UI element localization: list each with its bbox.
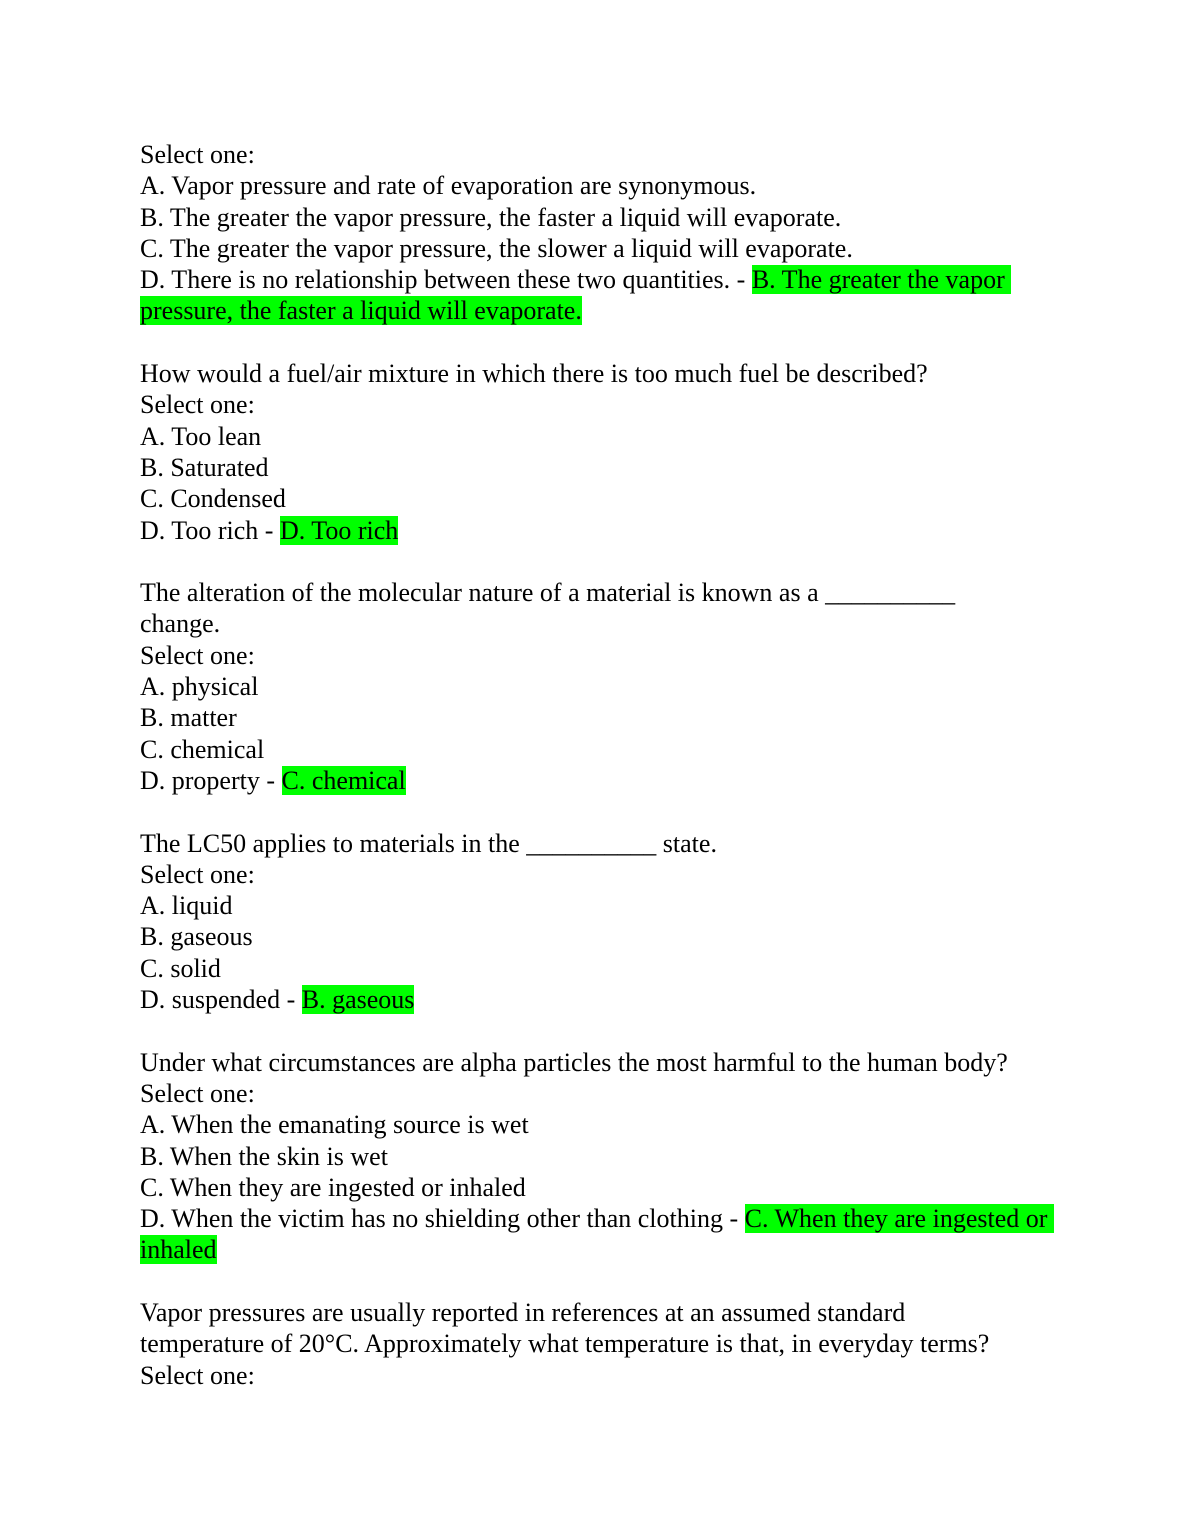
question-block: [140, 139, 1060, 327]
option-a: A. Vapor pressure and rate of evaporation are synonymous.: [140, 171, 757, 201]
option-c: C. Condensed: [140, 484, 286, 514]
highlighted-answer: B. gaseous: [301, 985, 415, 1015]
select-one-label: Select one:: [140, 1078, 255, 1108]
question-stem: Vapor pressures are usually reported in references at an assumed standard: [140, 1297, 906, 1327]
question-stem: How would a fuel/air mixture in which there is too much fuel be described?: [140, 359, 928, 389]
question-stem: The alteration of the molecular nature of a material is known as a __________: [140, 578, 956, 608]
question-block: [140, 1297, 1060, 1391]
select-one-label: Select one:: [140, 859, 255, 889]
highlighted-answer: D. Too rich: [279, 515, 399, 545]
option-d: D. Too rich -: [140, 515, 280, 545]
select-one-label: Select one:: [140, 390, 255, 420]
option-c: C. solid: [140, 953, 221, 983]
option-c: C. The greater the vapor pressure, the slower a liquid will evaporate.: [140, 233, 853, 263]
option-c: C. chemical: [140, 734, 265, 764]
option-a: A. When the emanating source is wet: [140, 1110, 529, 1140]
select-one-label: Select one:: [140, 1360, 255, 1390]
option-b: B. The greater the vapor pressure, the faster a liquid will evaporate.: [140, 202, 842, 232]
question-stem-cont: temperature of 20°C. Approximately what temperature is that, in everyday terms?: [140, 1329, 990, 1359]
option-d: D. When the victim has no shielding other than clothing -: [140, 1204, 745, 1234]
option-b: B. gaseous: [140, 922, 253, 952]
option-d: D. suspended -: [140, 985, 302, 1015]
question-stem: Under what circumstances are alpha particles the most harmful to the human body?: [140, 1047, 1008, 1077]
select-one-label: Select one:: [140, 640, 255, 670]
highlighted-answer: B. The greater the vapor pressure, the faster a liquid will evaporate.: [140, 265, 1012, 326]
option-b: B. matter: [140, 703, 237, 733]
option-a: A. Too lean: [140, 421, 262, 451]
option-d-with-answer: [140, 1203, 1060, 1266]
option-d-with-answer: [140, 765, 1060, 796]
option-b: B. When the skin is wet: [140, 1141, 388, 1171]
question-stem: The LC50 applies to materials in the __________ state.: [140, 828, 717, 858]
option-a: A. liquid: [140, 891, 233, 921]
option-d: D. There is no relationship between these two quantities. -: [140, 265, 752, 295]
option-d-with-answer: [140, 515, 1060, 546]
select-one-label: Select one:: [140, 140, 255, 169]
option-c: C. When they are ingested or inhaled: [140, 1172, 526, 1202]
option-a: A. physical: [140, 672, 259, 702]
question-block: [140, 1047, 1060, 1266]
highlighted-answer: C. chemical: [281, 765, 406, 795]
question-block: [140, 577, 1060, 796]
question-stem-cont: change.: [140, 609, 221, 639]
question-block: [140, 358, 1060, 546]
document-page: [140, 139, 1060, 1422]
option-d-with-answer: [140, 264, 1060, 327]
highlighted-answer: C. When they are ingested or inhaled: [140, 1204, 1054, 1265]
option-b: B. Saturated: [140, 452, 269, 482]
option-d: D. property -: [140, 765, 282, 795]
question-block: [140, 828, 1060, 1016]
option-d-with-answer: [140, 984, 1060, 1015]
